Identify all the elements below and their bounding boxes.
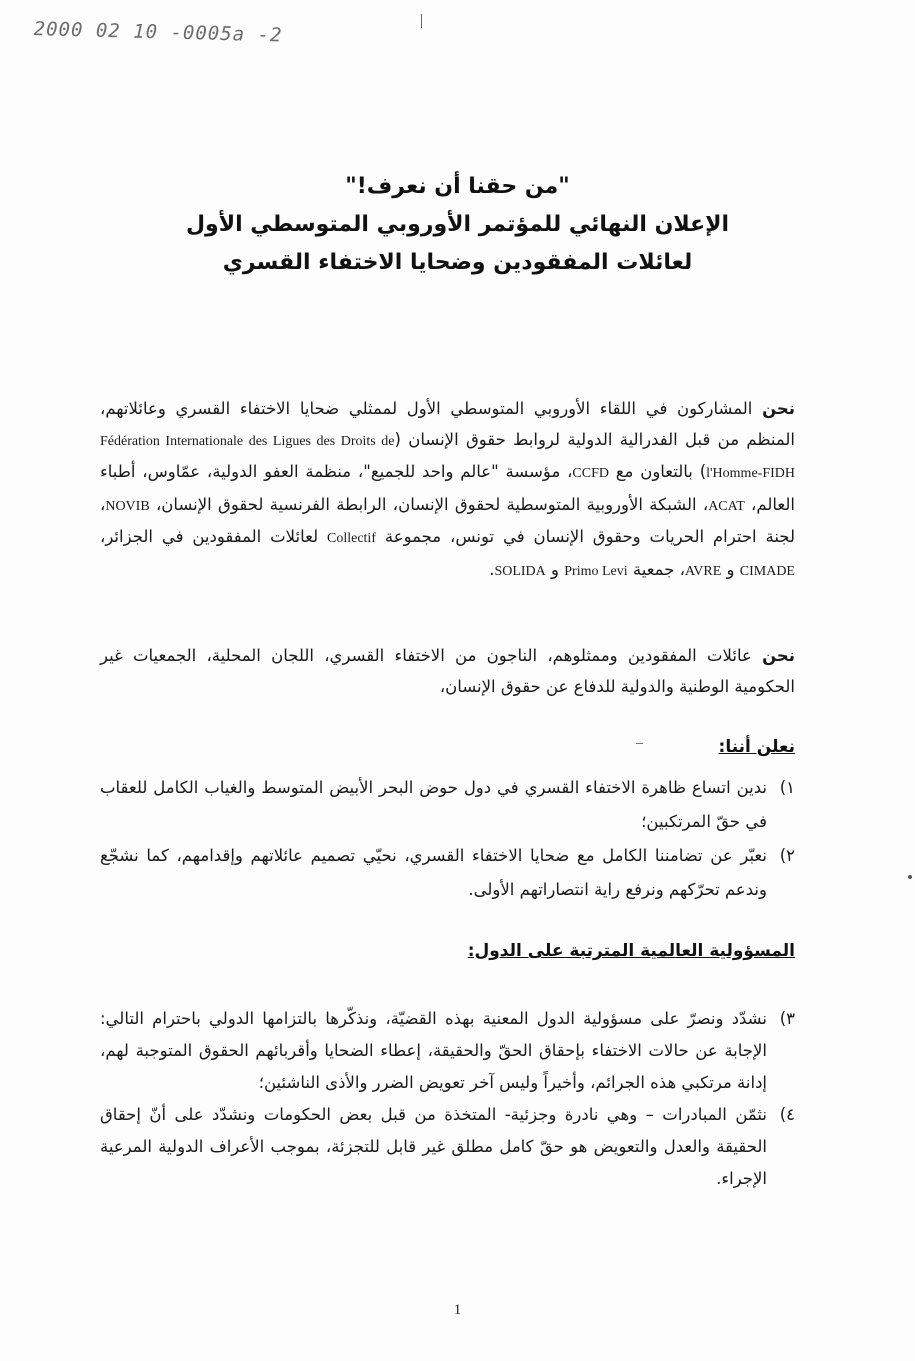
list-item	[100, 771, 795, 839]
families-lead-word: نحن	[762, 646, 795, 665]
declare-heading: نعلن أننا:	[718, 737, 795, 757]
collectif-name: Collectif	[327, 531, 376, 546]
item-text: ندين اتساع ظاهرة الاختفاء القسري في دول حوض البحر الأبيض المتوسط والغياب الكامل للعقاب في حقّ المرتكبين؛	[100, 778, 767, 831]
item-text: نثمّن المبادرات – وهي نادرة وجزئية- المتخذة من قبل بعض الحكومات ونشدّد على أنّ إحقاق الحقيقة والعدل والتعويض هو حقّ كامل مطلق غير قابل للتجزئة، بموجب الأعراف الدولية المرعية الإجراء.	[100, 1105, 767, 1188]
item-number: ١)	[779, 778, 795, 797]
item-text: نشدّد ونصرّ على مسؤولية الدول المعنية بهذه القضيّة، ونذكّرها بالتزامها الدولي باحترام التالي: الإجابة عن حالات الاختفاء بإحقاق الحقّ والحقيقة، إعطاء الضحايا وأقربائهم الحقوق المتوجبة لهم، إدانة مرتكبي هذه الجرائم، وأخيراً وليس آخر تعويض الضرر والأذى الناشئين؛	[100, 1009, 767, 1092]
item-number: ٤)	[779, 1105, 795, 1124]
intro-text-part-1: المشاركون في اللقاء الأوروبي المتوسطي الأول لممثلي ضحايا الاختفاء القسري وعائلاتهم، المنظم من قبل الفدرالية الدولية لروابط حقوق الإنسان (	[100, 399, 796, 449]
acat-name: ACAT	[708, 498, 745, 514]
declare-list	[100, 771, 795, 907]
families-text: عائلات المفقودين وممثلوهم، الناجون من الاختفاء القسري، اللجان المحلية، الجمعيات غير الحكومية الوطنية والدولية للدفاع عن حقوق الإنسان،	[100, 646, 795, 696]
scan-tick-mark	[421, 14, 422, 28]
intro-text-part-9: و	[545, 559, 565, 579]
intro-text-part-2: ) بالتعاون مع	[608, 462, 707, 481]
cimade-name: CIMADE	[739, 563, 795, 579]
families-paragraph	[100, 641, 795, 702]
intro-text-part-10: .	[489, 559, 495, 579]
novib-name: NOVIB	[105, 498, 150, 514]
intro-text-part-3: ، مؤسسة "عالم واحد للجميع"، منظمة العفو الدولية، عمّاوس، أطباء العالم،	[100, 462, 795, 514]
list-item	[100, 1003, 795, 1099]
intro-text-part-4: ، الشبكة الأوروبية المتوسطية لحقوق الإنسان، الرابطة الفرنسية لحقوق الإنسان،	[149, 494, 709, 514]
title-line-2: الإعلان النهائي للمؤتمر الأوروبي المتوسطي الأول	[185, 212, 730, 237]
title-line-3: لعائلات المفقودين وضحايا الاختفاء القسري	[222, 250, 693, 275]
intro-text-part-8: ، جمعية	[627, 559, 685, 579]
list-item	[100, 839, 795, 907]
solida-name: SOLIDA	[494, 563, 546, 579]
primo-levi-name: Primo Levi	[564, 563, 628, 579]
fidh-name: Fédération Internationale des Ligues des Droits de l'Homme-FIDH	[100, 433, 795, 481]
intro-text-part-5: ، لجنة احترام الحريات وحقوق الإنسان في تونس، مجموعة	[100, 494, 795, 546]
avre-name: AVRE	[684, 563, 722, 579]
responsibility-heading: المسؤولية العالمية المترتبة على الدول:	[467, 941, 795, 961]
item-number: ٣)	[779, 1009, 795, 1028]
page-number: 1	[453, 1302, 462, 1318]
intro-paragraph	[100, 394, 795, 587]
scan-speck	[636, 743, 643, 744]
handwritten-reference-code: 2000 02 10 -0005a -2	[33, 18, 283, 47]
intro-lead-word: نحن	[762, 399, 795, 418]
list-item	[100, 1099, 795, 1195]
item-number: ٢)	[779, 846, 795, 865]
document-title	[140, 168, 775, 282]
intro-text-part-6: لعائلات المفقودين في الجزائر،	[100, 527, 327, 546]
ccfd-name: CCFD	[572, 466, 609, 481]
responsibility-list	[100, 1003, 795, 1195]
scan-speck	[908, 875, 912, 879]
title-line-1: "من حقنا أن نعرف!"	[345, 174, 570, 199]
intro-text-part-7: و	[721, 559, 740, 579]
item-text: نعبّر عن تضامننا الكامل مع ضحايا الاختفاء القسري، نحيّي تصميم عائلاتهم وإقدامهم، كما نشجّع وندعم تحرّكهم ونرفع راية انتصاراتهم الأولى.	[100, 846, 767, 899]
